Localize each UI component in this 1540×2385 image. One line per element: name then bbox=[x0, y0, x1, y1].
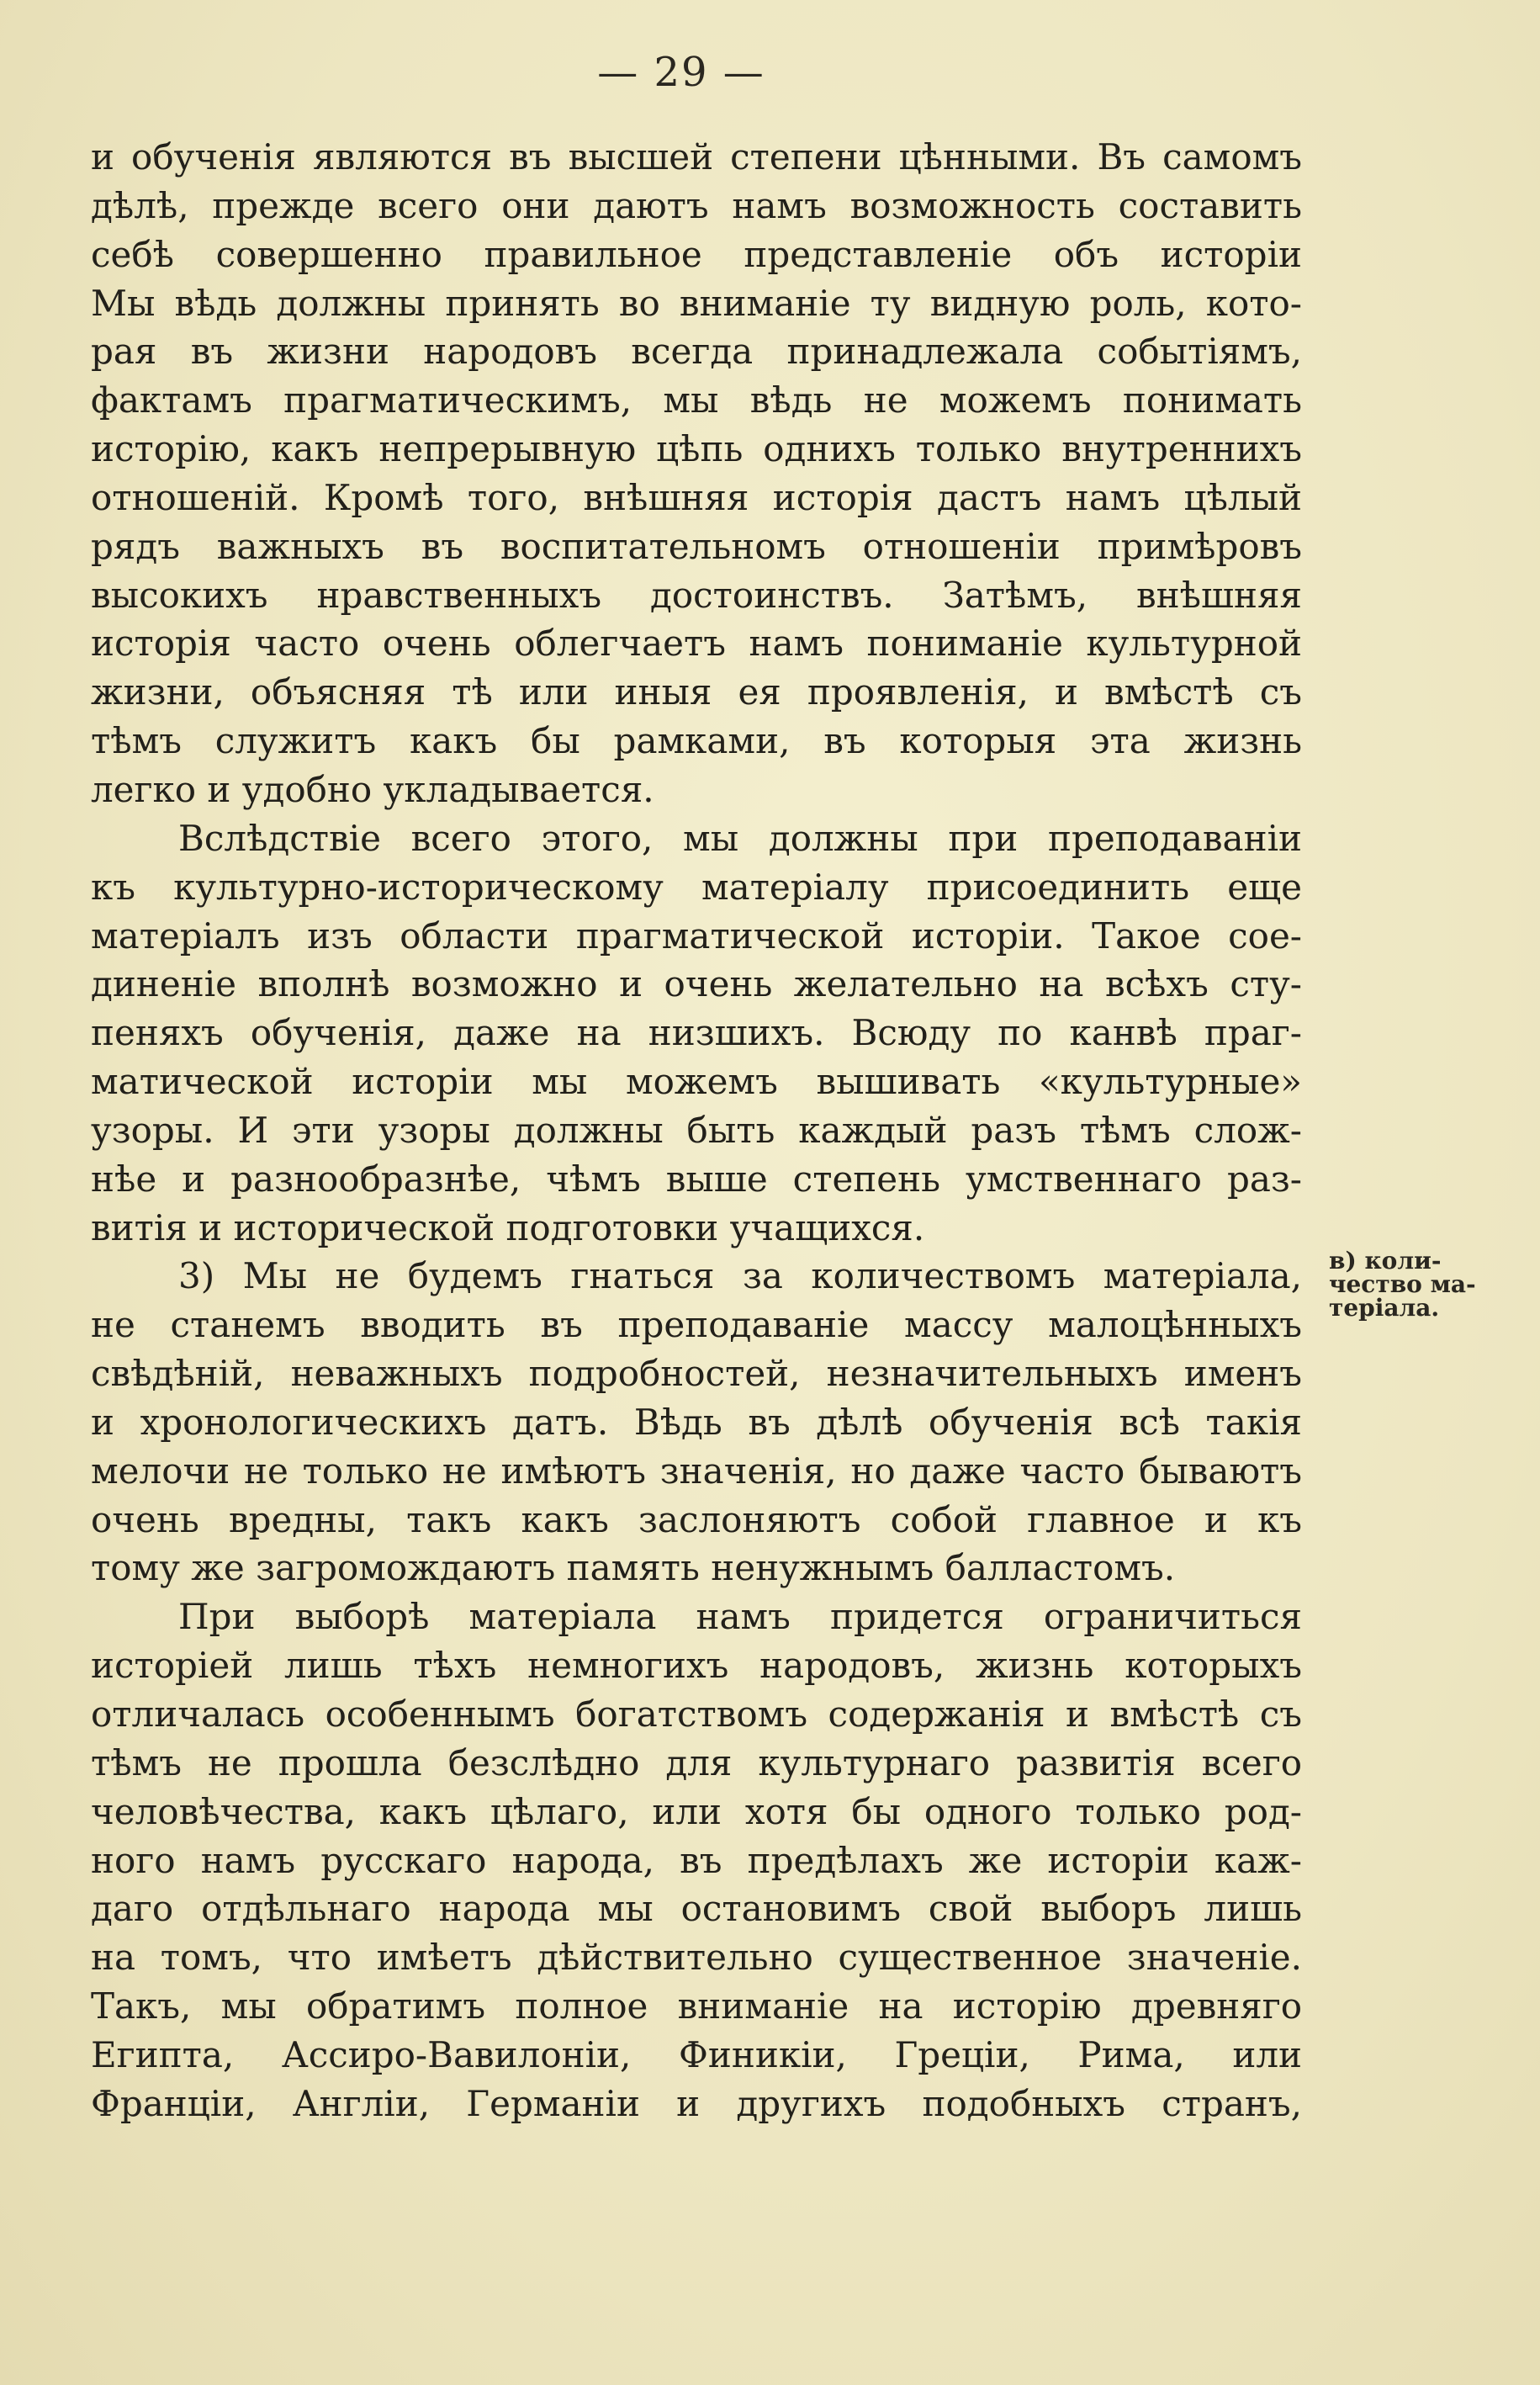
text-line: человѣчества, какъ цѣлаго, или хотя бы одного только род- bbox=[91, 1790, 1302, 1832]
margin-note-line: чество ма- bbox=[1329, 1270, 1476, 1298]
text-line: ного намъ русскаго народа, въ предѣлахъ же исторіи каж- bbox=[91, 1839, 1302, 1881]
text-line: не станемъ вводить въ преподаваніе массу малоцѣнныхъ bbox=[91, 1304, 1302, 1346]
text-line: исторіей лишь тѣхъ немногихъ народовъ, жизнь которыхъ bbox=[91, 1645, 1302, 1687]
text-line: очень вредны, такъ какъ заслоняютъ собой главное и къ bbox=[91, 1498, 1302, 1540]
text-line: и обученія являются въ высшей степени цѣнными. Въ самомъ bbox=[91, 136, 1302, 178]
text-line: пеняхъ обученія, даже на низшихъ. Всюду по канвѣ праг- bbox=[91, 1012, 1302, 1054]
text-line: Такъ, мы обратимъ полное вниманіе на исторію древняго bbox=[91, 1985, 1302, 2027]
text-line: даго отдѣльнаго народа мы остановимъ свой выборъ лишь bbox=[91, 1888, 1302, 1930]
page-number: — 29 — bbox=[597, 49, 765, 96]
text-line: Мы вѣдь должны принять во вниманіе ту видную роль, кото- bbox=[91, 282, 1302, 324]
text-line: фактамъ прагматическимъ, мы вѣдь не можемъ понимать bbox=[91, 379, 1302, 421]
text-line: узоры. И эти узоры должны быть каждый разъ тѣмъ слож- bbox=[91, 1109, 1302, 1151]
body-text bbox=[91, 133, 1302, 2128]
text-line: матической исторіи мы можемъ вышивать «культурные» bbox=[91, 1061, 1302, 1103]
text-line: къ культурно-историческому матеріалу присоединить еще bbox=[91, 866, 1302, 908]
text-line: отношеній. Кромѣ того, внѣшняя исторія дастъ намъ цѣлый bbox=[91, 476, 1302, 518]
text-line: матеріалъ изъ области прагматической исторіи. Такое соe- bbox=[91, 914, 1302, 957]
text-line: свѣдѣній, неважныхъ подробностей, незначительныхъ именъ bbox=[91, 1353, 1302, 1395]
text-line: тѣмъ служитъ какъ бы рамками, въ которыя эта жизнь bbox=[91, 720, 1302, 762]
text-line: высокихъ нравственныхъ достоинствъ. Затѣмъ, внѣшняя bbox=[91, 574, 1302, 616]
text-line: на томъ, что имѣетъ дѣйствительно существенное значеніе. bbox=[91, 1937, 1302, 1979]
text-line: мелочи не только не имѣютъ значенія, но даже часто бываютъ bbox=[91, 1450, 1302, 1492]
text-line: дѣлѣ, прежде всего они даютъ намъ возможность составить bbox=[91, 184, 1302, 226]
text-line: легко и удобно укладывается. bbox=[91, 768, 654, 810]
text-line: Франціи, Англіи, Германіи и другихъ подобныхъ странъ, bbox=[91, 2082, 1302, 2124]
text-line: жизни, объясняя тѣ или иныя ея проявленія, и вмѣстѣ съ bbox=[91, 671, 1302, 713]
text-line: 3) Мы не будемъ гнаться за количествомъ матеріала, bbox=[178, 1255, 1302, 1297]
text-line: исторія часто очень облегчаетъ намъ пониманіе культурной bbox=[91, 623, 1302, 665]
text-line: Вслѣдствіе всего этого, мы должны при преподаваніи bbox=[178, 817, 1302, 859]
margin-note-line: теріала. bbox=[1329, 1294, 1440, 1322]
text-line: отличалась особеннымъ богатствомъ содержанія и вмѣстѣ съ bbox=[91, 1693, 1302, 1735]
text-line: витія и исторической подготовки учащихся. bbox=[91, 1206, 925, 1248]
text-line: рая въ жизни народовъ всегда принадлежала событіямъ, bbox=[91, 331, 1302, 373]
text-line: Египта, Ассиро-Вавилоніи, Финикіи, Греціи, Рима, или bbox=[91, 2033, 1302, 2075]
text-line: При выборѣ матеріала намъ придется ограничиться bbox=[178, 1596, 1302, 1638]
text-line: исторію, какъ непрерывную цѣпь однихъ только внутреннихъ bbox=[91, 428, 1302, 470]
text-line: тому же загромождаютъ память ненужнымъ балластомъ. bbox=[91, 1547, 1176, 1589]
text-line: нѣе и разнообразнѣе, чѣмъ выше степень умственнаго раз- bbox=[91, 1158, 1302, 1200]
text-line: и хронологическихъ датъ. Вѣдь въ дѣлѣ обученія всѣ такія bbox=[91, 1401, 1302, 1443]
text-line: рядъ важныхъ въ воспитательномъ отношеніи примѣровъ bbox=[91, 525, 1302, 567]
margin-note bbox=[1329, 1249, 1514, 1320]
text-line: себѣ совершенно правильное представленіе объ исторіи bbox=[91, 233, 1302, 275]
text-line: диненіе вполнѣ возможно и очень желательно на всѣхъ сту- bbox=[91, 963, 1302, 1005]
margin-note-line: в) коли- bbox=[1329, 1247, 1442, 1275]
text-line: тѣмъ не прошла безслѣдно для культурнаго развитія всего bbox=[91, 1741, 1302, 1783]
